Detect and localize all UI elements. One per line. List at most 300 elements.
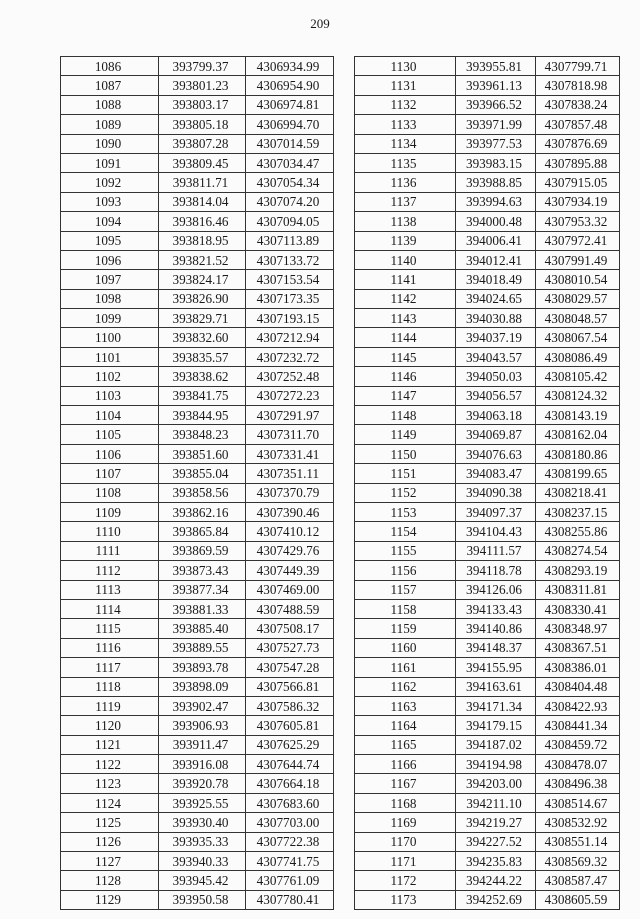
point-number-cell: 1137 [355,192,456,211]
table-row [355,599,620,618]
y-coordinate-cell: 4307272.23 [246,386,334,405]
x-coordinate-cell: 394203.00 [456,774,536,793]
y-coordinate-cell: 4307311.70 [246,425,334,444]
point-number-cell: 1153 [355,502,456,521]
y-coordinate-cell: 4308274.54 [536,541,620,560]
point-number-cell: 1143 [355,309,456,328]
point-number-cell: 1154 [355,522,456,541]
x-coordinate-cell: 394148.37 [456,638,536,657]
table-row [355,95,620,114]
table-row [61,522,334,541]
table-row [355,57,620,76]
y-coordinate-cell: 4306954.90 [246,76,334,95]
y-coordinate-cell: 4307586.32 [246,696,334,715]
y-coordinate-cell: 4307252.48 [246,367,334,386]
y-coordinate-cell: 4307818.98 [536,76,620,95]
table-row [355,774,620,793]
point-number-cell: 1162 [355,677,456,696]
y-coordinate-cell: 4308422.93 [536,696,620,715]
x-coordinate-cell: 394163.61 [456,677,536,696]
x-coordinate-cell: 393893.78 [159,658,246,677]
table-row [61,658,334,677]
x-coordinate-cell: 393988.85 [456,173,536,192]
x-coordinate-cell: 394126.06 [456,580,536,599]
x-coordinate-cell: 394140.86 [456,619,536,638]
table-row [355,813,620,832]
x-coordinate-cell: 394063.18 [456,406,536,425]
point-number-cell: 1087 [61,76,159,95]
y-coordinate-cell: 4308010.54 [536,270,620,289]
x-coordinate-cell: 394050.03 [456,367,536,386]
x-coordinate-cell: 394006.41 [456,231,536,250]
y-coordinate-cell: 4307449.39 [246,561,334,580]
table-row [61,309,334,328]
table-row [355,464,620,483]
point-number-cell: 1086 [61,57,159,76]
point-number-cell: 1172 [355,871,456,890]
point-number-cell: 1101 [61,347,159,366]
y-coordinate-cell: 4308162.04 [536,425,620,444]
y-coordinate-cell: 4308255.86 [536,522,620,541]
y-coordinate-cell: 4308105.42 [536,367,620,386]
table-row [61,541,334,560]
table-row [61,231,334,250]
table-row [355,735,620,754]
x-coordinate-cell: 393803.17 [159,95,246,114]
point-number-cell: 1170 [355,832,456,851]
point-number-cell: 1118 [61,677,159,696]
table-row [61,425,334,444]
y-coordinate-cell: 4308143.19 [536,406,620,425]
y-coordinate-cell: 4308514.67 [536,793,620,812]
x-coordinate-cell: 393977.53 [456,134,536,153]
point-number-cell: 1102 [61,367,159,386]
table-row [61,270,334,289]
x-coordinate-cell: 393862.16 [159,502,246,521]
x-coordinate-cell: 394171.34 [456,696,536,715]
x-coordinate-cell: 394000.48 [456,212,536,231]
x-coordinate-cell: 394069.87 [456,425,536,444]
table-row [61,212,334,231]
point-number-cell: 1139 [355,231,456,250]
table-row [355,638,620,657]
table-row [61,134,334,153]
y-coordinate-cell: 4307410.12 [246,522,334,541]
table-row [355,832,620,851]
y-coordinate-cell: 4308237.15 [536,502,620,521]
table-row [355,328,620,347]
y-coordinate-cell: 4307741.75 [246,852,334,871]
y-coordinate-cell: 4307934.19 [536,192,620,211]
point-number-cell: 1163 [355,696,456,715]
point-number-cell: 1107 [61,464,159,483]
x-coordinate-cell: 393920.78 [159,774,246,793]
x-coordinate-cell: 394056.57 [456,386,536,405]
point-number-cell: 1168 [355,793,456,812]
point-number-cell: 1171 [355,852,456,871]
x-coordinate-cell: 393838.62 [159,367,246,386]
point-number-cell: 1164 [355,716,456,735]
table-row [61,890,334,909]
point-number-cell: 1113 [61,580,159,599]
point-number-cell: 1158 [355,599,456,618]
table-row [355,716,620,735]
table-row [355,541,620,560]
point-number-cell: 1151 [355,464,456,483]
point-number-cell: 1088 [61,95,159,114]
table-row [61,580,334,599]
table-row [355,289,620,308]
point-number-cell: 1159 [355,619,456,638]
table-row [61,638,334,657]
table-row [355,115,620,134]
point-number-cell: 1120 [61,716,159,735]
table-row [61,406,334,425]
table-row [355,502,620,521]
y-coordinate-cell: 4307034.47 [246,153,334,172]
y-coordinate-cell: 4307291.97 [246,406,334,425]
point-number-cell: 1140 [355,250,456,269]
table-row [61,95,334,114]
point-number-cell: 1156 [355,561,456,580]
point-number-cell: 1117 [61,658,159,677]
y-coordinate-cell: 4307605.81 [246,716,334,735]
point-number-cell: 1169 [355,813,456,832]
table-row [61,483,334,502]
x-coordinate-cell: 394155.95 [456,658,536,677]
table-row [61,173,334,192]
point-number-cell: 1091 [61,153,159,172]
table-row [355,871,620,890]
coordinates-table-right [354,56,620,910]
table-row [61,250,334,269]
table-row [61,774,334,793]
x-coordinate-cell: 394133.43 [456,599,536,618]
x-coordinate-cell: 394118.78 [456,561,536,580]
table-row [61,871,334,890]
table-row [355,522,620,541]
table-row [61,599,334,618]
point-number-cell: 1109 [61,502,159,521]
point-number-cell: 1092 [61,173,159,192]
point-number-cell: 1127 [61,852,159,871]
table-row [355,425,620,444]
y-coordinate-cell: 4308330.41 [536,599,620,618]
x-coordinate-cell: 394227.52 [456,832,536,851]
y-coordinate-cell: 4308478.07 [536,755,620,774]
table-row [355,852,620,871]
y-coordinate-cell: 4307331.41 [246,444,334,463]
x-coordinate-cell: 393971.99 [456,115,536,134]
y-coordinate-cell: 4307953.32 [536,212,620,231]
table-row [355,406,620,425]
y-coordinate-cell: 4307838.24 [536,95,620,114]
point-number-cell: 1121 [61,735,159,754]
y-coordinate-cell: 4308587.47 [536,871,620,890]
table-row [61,367,334,386]
point-number-cell: 1152 [355,483,456,502]
point-number-cell: 1123 [61,774,159,793]
x-coordinate-cell: 393945.42 [159,871,246,890]
point-number-cell: 1157 [355,580,456,599]
table-row [355,367,620,386]
y-coordinate-cell: 4307991.49 [536,250,620,269]
x-coordinate-cell: 393848.23 [159,425,246,444]
point-number-cell: 1161 [355,658,456,677]
table-row [355,561,620,580]
point-number-cell: 1145 [355,347,456,366]
y-coordinate-cell: 4307390.46 [246,502,334,521]
y-coordinate-cell: 4308551.14 [536,832,620,851]
y-coordinate-cell: 4308367.51 [536,638,620,657]
y-coordinate-cell: 4308348.97 [536,619,620,638]
y-coordinate-cell: 4308124.32 [536,386,620,405]
coordinates-table-left [60,56,334,910]
point-number-cell: 1110 [61,522,159,541]
x-coordinate-cell: 393940.33 [159,852,246,871]
point-number-cell: 1130 [355,57,456,76]
x-coordinate-cell: 394187.02 [456,735,536,754]
x-coordinate-cell: 393877.34 [159,580,246,599]
table-row [61,852,334,871]
y-coordinate-cell: 4308086.49 [536,347,620,366]
x-coordinate-cell: 393814.04 [159,192,246,211]
x-coordinate-cell: 394043.57 [456,347,536,366]
table-row [61,735,334,754]
x-coordinate-cell: 394194.98 [456,755,536,774]
y-coordinate-cell: 4307193.15 [246,309,334,328]
x-coordinate-cell: 394179.15 [456,716,536,735]
x-coordinate-cell: 394252.69 [456,890,536,909]
y-coordinate-cell: 4307664.18 [246,774,334,793]
x-coordinate-cell: 394244.22 [456,871,536,890]
table-row [61,696,334,715]
x-coordinate-cell: 393801.23 [159,76,246,95]
x-coordinate-cell: 393885.40 [159,619,246,638]
point-number-cell: 1129 [61,890,159,909]
x-coordinate-cell: 393821.52 [159,250,246,269]
table-row [61,76,334,95]
y-coordinate-cell: 4307761.09 [246,871,334,890]
point-number-cell: 1119 [61,696,159,715]
x-coordinate-cell: 394024.65 [456,289,536,308]
x-coordinate-cell: 393994.63 [456,192,536,211]
table-row [355,890,620,909]
point-number-cell: 1090 [61,134,159,153]
table-row [355,347,620,366]
y-coordinate-cell: 4307566.81 [246,677,334,696]
point-number-cell: 1126 [61,832,159,851]
y-coordinate-cell: 4307625.29 [246,735,334,754]
table-row [355,309,620,328]
y-coordinate-cell: 4307429.76 [246,541,334,560]
y-coordinate-cell: 4307212.94 [246,328,334,347]
table-row [355,192,620,211]
table-row [61,619,334,638]
x-coordinate-cell: 393816.46 [159,212,246,231]
point-number-cell: 1141 [355,270,456,289]
table-row [355,134,620,153]
x-coordinate-cell: 393925.55 [159,793,246,812]
table-row [61,115,334,134]
point-number-cell: 1089 [61,115,159,134]
table-row [355,444,620,463]
point-number-cell: 1138 [355,212,456,231]
y-coordinate-cell: 4307857.48 [536,115,620,134]
table-row [61,444,334,463]
x-coordinate-cell: 393841.75 [159,386,246,405]
table-row [355,153,620,172]
table-row [61,832,334,851]
x-coordinate-cell: 394235.83 [456,852,536,871]
point-number-cell: 1144 [355,328,456,347]
x-coordinate-cell: 393855.04 [159,464,246,483]
x-coordinate-cell: 393873.43 [159,561,246,580]
y-coordinate-cell: 4307370.79 [246,483,334,502]
point-number-cell: 1093 [61,192,159,211]
point-number-cell: 1160 [355,638,456,657]
point-number-cell: 1100 [61,328,159,347]
table-row [61,192,334,211]
point-number-cell: 1122 [61,755,159,774]
y-coordinate-cell: 4308459.72 [536,735,620,754]
point-number-cell: 1135 [355,153,456,172]
table-row [61,347,334,366]
x-coordinate-cell: 393809.45 [159,153,246,172]
point-number-cell: 1115 [61,619,159,638]
table-row [61,677,334,696]
table-row [61,57,334,76]
point-number-cell: 1148 [355,406,456,425]
x-coordinate-cell: 394076.63 [456,444,536,463]
table-row [355,270,620,289]
y-coordinate-cell: 4307113.89 [246,231,334,250]
table-row [355,250,620,269]
y-coordinate-cell: 4308029.57 [536,289,620,308]
y-coordinate-cell: 4308199.65 [536,464,620,483]
x-coordinate-cell: 393935.33 [159,832,246,851]
y-coordinate-cell: 4307173.35 [246,289,334,308]
point-number-cell: 1155 [355,541,456,560]
x-coordinate-cell: 393865.84 [159,522,246,541]
y-coordinate-cell: 4307780.41 [246,890,334,909]
point-number-cell: 1147 [355,386,456,405]
y-coordinate-cell: 4308404.48 [536,677,620,696]
y-coordinate-cell: 4307074.20 [246,192,334,211]
y-coordinate-cell: 4307133.72 [246,250,334,269]
point-number-cell: 1136 [355,173,456,192]
point-number-cell: 1133 [355,115,456,134]
table-row [61,755,334,774]
point-number-cell: 1131 [355,76,456,95]
y-coordinate-cell: 4307895.88 [536,153,620,172]
x-coordinate-cell: 393869.59 [159,541,246,560]
x-coordinate-cell: 393832.60 [159,328,246,347]
x-coordinate-cell: 393889.55 [159,638,246,657]
point-number-cell: 1150 [355,444,456,463]
point-number-cell: 1124 [61,793,159,812]
table-row [61,328,334,347]
x-coordinate-cell: 393824.17 [159,270,246,289]
table-row [355,483,620,502]
x-coordinate-cell: 393906.93 [159,716,246,735]
y-coordinate-cell: 4308532.92 [536,813,620,832]
y-coordinate-cell: 4307351.11 [246,464,334,483]
point-number-cell: 1103 [61,386,159,405]
table-row [61,793,334,812]
x-coordinate-cell: 393844.95 [159,406,246,425]
point-number-cell: 1111 [61,541,159,560]
x-coordinate-cell: 393858.56 [159,483,246,502]
point-number-cell: 1095 [61,231,159,250]
y-coordinate-cell: 4308218.41 [536,483,620,502]
point-number-cell: 1094 [61,212,159,231]
table-row [61,289,334,308]
x-coordinate-cell: 394037.19 [456,328,536,347]
y-coordinate-cell: 4308441.34 [536,716,620,735]
table-row [61,502,334,521]
y-coordinate-cell: 4307876.69 [536,134,620,153]
y-coordinate-cell: 4306934.99 [246,57,334,76]
table-row [355,173,620,192]
y-coordinate-cell: 4307915.05 [536,173,620,192]
x-coordinate-cell: 393851.60 [159,444,246,463]
x-coordinate-cell: 394219.27 [456,813,536,832]
point-number-cell: 1099 [61,309,159,328]
point-number-cell: 1104 [61,406,159,425]
y-coordinate-cell: 4308496.38 [536,774,620,793]
y-coordinate-cell: 4308569.32 [536,852,620,871]
point-number-cell: 1128 [61,871,159,890]
table-row [355,231,620,250]
y-coordinate-cell: 4307153.54 [246,270,334,289]
x-coordinate-cell: 393898.09 [159,677,246,696]
x-coordinate-cell: 394083.47 [456,464,536,483]
x-coordinate-cell: 394030.88 [456,309,536,328]
table-row [355,212,620,231]
point-number-cell: 1149 [355,425,456,444]
y-coordinate-cell: 4306994.70 [246,115,334,134]
y-coordinate-cell: 4307972.41 [536,231,620,250]
table-row [355,677,620,696]
y-coordinate-cell: 4308386.01 [536,658,620,677]
page-number: 209 [310,16,330,31]
point-number-cell: 1142 [355,289,456,308]
y-coordinate-cell: 4307232.72 [246,347,334,366]
x-coordinate-cell: 394211.10 [456,793,536,812]
y-coordinate-cell: 4308048.57 [536,309,620,328]
table-row [355,696,620,715]
y-coordinate-cell: 4307703.00 [246,813,334,832]
table-row [61,561,334,580]
x-coordinate-cell: 393966.52 [456,95,536,114]
table-row [355,793,620,812]
y-coordinate-cell: 4307547.28 [246,658,334,677]
x-coordinate-cell: 393826.90 [159,289,246,308]
table-row [355,386,620,405]
point-number-cell: 1097 [61,270,159,289]
table-row [61,813,334,832]
y-coordinate-cell: 4307094.05 [246,212,334,231]
x-coordinate-cell: 393805.18 [159,115,246,134]
y-coordinate-cell: 4307527.73 [246,638,334,657]
table-row [355,658,620,677]
y-coordinate-cell: 4308311.81 [536,580,620,599]
y-coordinate-cell: 4307054.34 [246,173,334,192]
point-number-cell: 1132 [355,95,456,114]
table-row [61,153,334,172]
x-coordinate-cell: 393799.37 [159,57,246,76]
